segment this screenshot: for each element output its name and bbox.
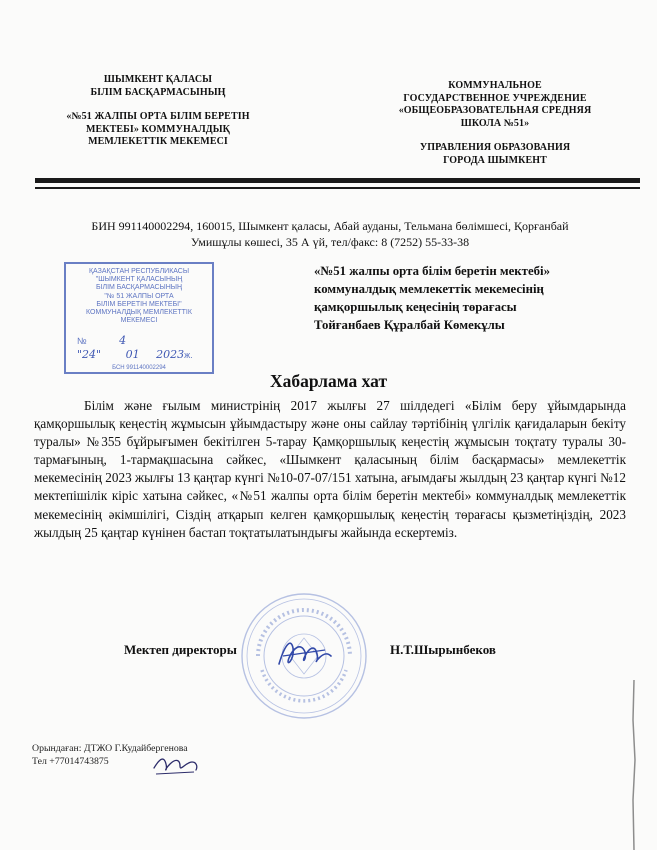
header-right-line: ГОРОДА ШЫМКЕНТ (443, 154, 547, 166)
header-left-line: МЕМЛЕКЕТТІК МЕКЕМЕСІ (88, 136, 228, 147)
header-left-line: ШЫМКЕНТ ҚАЛАСЫ (103, 74, 213, 85)
recipient-line: «№51 жалпы орта білім беретін мектебі» (314, 264, 550, 278)
address-block (30, 218, 630, 250)
registration-stamp (64, 262, 214, 374)
director-signature-icon (275, 634, 335, 674)
stamp-bin: БСН 991140002294 (112, 365, 166, 372)
stamp-line: "ШЫМКЕНТ ҚАЛАСЫНЫҢ (95, 276, 183, 284)
executor-phone: Тел +77014743875 (32, 756, 109, 767)
body-paragraph: Білім және ғылым министрінің 2017 жылғы 27 шілдедегі «Білім беру ұйымдарында қамқоршылық кеңестің жұмысын ұйымдастыру және оны сайлау тәртібінің үлгілік қағидаларын бекіту туралы» №355 бұйрығымен бекітілген 5-тарау Қамқоршылық кеңестің жұмысын тоқтату туралы 30-тармағының, 1-тармақшасына сәйкес, «Шымкент қаласының білім басқармасы» мемлекеттік мекемесінің 2023 жылғы 13 қаңтар күнгі №10-07-07/151 хатына, ағымдағы жылдың 23 қаңтар күнгі №12 мектепішілік кіріс хатына сәйкес, «№51 жалпы орта білім беретін мектебі» коммуналдық мемлекеттік мекемесінің әкімшілігі, Сіздің атқарып келген қамқоршылық кеңестің төрағасы қызметіңіздің, 2023 жылдың 25 қаңтар күнінен бастап тоқтатылатындығы жайында ескертеміз. (34, 398, 626, 540)
document-title: Хабарлама хат (269, 371, 388, 391)
header-left-line: «№51 ЖАЛПЫ ОРТА БІЛІМ БЕРЕТІН (66, 111, 250, 122)
address-line: БИН 991140002294, 160015, Шымкент қаласы, Абай ауданы, Тельмана бөлімшесі, Қорғанбай (91, 219, 569, 233)
scan-edge-mark (631, 680, 637, 850)
recipient-line: коммуналдық мемлекеттік мекемесінің (314, 282, 544, 296)
stamp-date-day: "24" (77, 348, 102, 362)
header-right-russian (350, 80, 640, 167)
stamp-line: БІЛІМ БЕРЕТІН МЕКТЕБІ" (96, 300, 182, 308)
signatory-role: Мектеп директоры (124, 642, 237, 657)
stamp-date-month: 01 (125, 348, 140, 362)
header-rule-thin (35, 187, 640, 189)
stamp-line: КОММУНАЛДЫҚ МЕМЛЕКЕТТІК (86, 309, 192, 317)
header-right-line: КОММУНАЛЬНОЕ (448, 80, 542, 91)
stamp-line: МЕКЕМЕСІ (120, 317, 158, 325)
stamp-line: "№ 51 ЖАЛПЫ ОРТА (104, 292, 174, 300)
stamp-date-suffix: ж. (184, 350, 193, 361)
header-left-line: БІЛІМ БАСҚАРМАСЫНЫҢ (90, 86, 226, 98)
recipient-block (314, 262, 634, 334)
recipient-line: Тойғанбаев Құралбай Көмекұлы (314, 318, 505, 332)
stamp-line: БІЛІМ БАСҚАРМАСЫНЫҢ (95, 284, 183, 292)
header-rule-thick (35, 178, 640, 183)
header-right-line: «ОБЩЕОБРАЗОВАТЕЛЬНАЯ СРЕДНЯЯ (398, 105, 592, 116)
stamp-number-row (69, 335, 209, 347)
stamp-number-prefix: № (77, 336, 87, 347)
header-left-kazakh (18, 74, 298, 149)
recipient-line: қамқоршылық кеңесінің төрағасы (314, 300, 517, 314)
header-right-line: ГОСУДАРСТВЕННОЕ УЧРЕЖДЕНИЕ (403, 92, 587, 104)
signatory-name: Н.Т.Шырынбеков (390, 642, 496, 657)
header-right-line: УПРАВЛЕНИЯ ОБРАЗОВАНИЯ (419, 142, 571, 153)
stamp-line: ҚАЗАҚСТАН РЕСПУБЛИКАСЫ (88, 268, 190, 275)
stamp-date-row (69, 349, 209, 361)
header-right-line: ШКОЛА №51» (460, 117, 530, 129)
stamp-number-value: 4 (119, 334, 127, 348)
header-left-line: МЕКТЕБІ» КОММУНАЛДЫҚ (85, 123, 231, 135)
address-line: Умишұлы көшесі, 35 А үй, тел/факс: 8 (7252) 55-33-38 (190, 235, 470, 249)
stamp-date-year: 2023 (156, 348, 185, 362)
executor-signature-icon (150, 750, 202, 778)
executor-line: Орындаған: ДТЖО Г.Кудайбергенова (32, 743, 188, 754)
